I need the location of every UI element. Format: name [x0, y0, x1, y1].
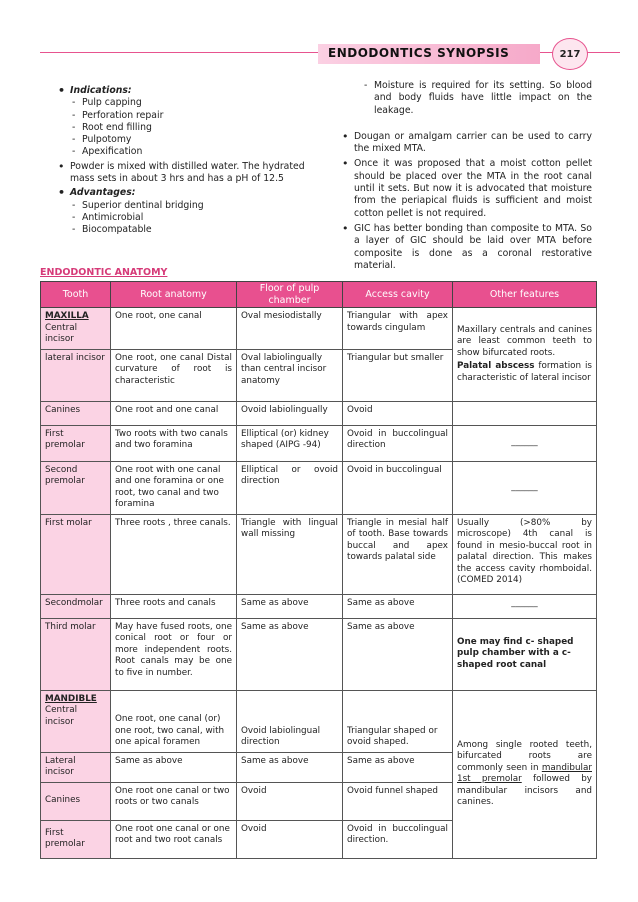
floor-cell: Same as above	[237, 618, 343, 690]
tooth-cell: Secondmolar	[41, 594, 111, 618]
powder-note: • Powder is mixed with distilled water. The hydrated mass sets in about 3 hrs and has a pH of 12.5	[56, 161, 314, 186]
list-item: - Root end filling	[70, 122, 314, 134]
floor-cell: Same as above	[237, 752, 343, 782]
root-cell: One root, one canal (or) one root, two canal, with one apical foramen	[111, 690, 237, 752]
left-column	[56, 85, 314, 237]
list-item: - Apexification	[70, 146, 314, 158]
tooth-cell: First premolar	[41, 425, 111, 461]
indications-list	[56, 97, 314, 158]
list-item: • Once it was proposed that a moist cotton pellet should be placed over the MTA in the root canal until it sets. But now it is advocated that moisture from the periapical fluids is sufficient and moist cotton pellet is not required.	[340, 158, 592, 219]
tooth-cell	[41, 308, 111, 350]
tooth-cell: Third molar	[41, 618, 111, 690]
column-header: Root anatomy	[111, 282, 237, 308]
list-item: - Antimicrobial	[70, 212, 314, 224]
access-cell: Same as above	[343, 752, 453, 782]
floor-cell: Oval labiolingually than central incisor anatomy	[237, 349, 343, 401]
root-cell: One root one canal or one root and two root canals	[111, 820, 237, 858]
tooth-cell: First molar	[41, 514, 111, 594]
column-header: Other features	[453, 282, 597, 308]
other-cell: ______	[453, 594, 597, 618]
floor-cell: Oval mesiodistally	[237, 308, 343, 350]
list-item: • Dougan or amalgam carrier can be used to carry the mixed MTA.	[340, 131, 592, 156]
mandible-note-start: Among single rooted teeth, bifurcated roots are commonly seen in	[457, 739, 592, 773]
palatal-abscess-rest: formation is characteristic of lateral incisor	[457, 361, 592, 383]
root-cell: Two roots with two canals and two foramina	[111, 425, 237, 461]
table-row	[41, 690, 597, 752]
other-cell: Usually (>80% by microscope) 4th canal is found in mesio-buccal root in palatal direction. This makes the access cavity rhomboidal. (COMED 2014)	[453, 514, 597, 594]
table-row	[41, 594, 597, 618]
access-cell: Triangular shaped or ovoid shaped.	[343, 690, 453, 752]
table-row	[41, 514, 597, 594]
root-cell: One root and one canal	[111, 401, 237, 425]
table-row	[41, 425, 597, 461]
root-cell: One root, one canal Distal curvature of root is characteristic	[111, 349, 237, 401]
root-cell: Same as above	[111, 752, 237, 782]
maxilla-incisor-note: Maxillary centrals and canines are least common teeth to show bifurcated roots.	[457, 324, 592, 358]
floor-cell: Elliptical or ovoid direction	[237, 461, 343, 514]
mandible-note-link: mandibular 1st premolar	[457, 762, 592, 784]
list-item: - Superior dentinal bridging	[70, 200, 314, 212]
moisture-note: - Moisture is required for its setting. So blood and body fluids have little impact on the leakage.	[362, 80, 592, 117]
access-cell: Same as above	[343, 618, 453, 690]
root-cell: One root with one canal and one foramina or one root, two canal and two foramina	[111, 461, 237, 514]
tooth-cell	[41, 690, 111, 752]
section-title: ENDODONTIC ANATOMY	[40, 267, 168, 278]
floor-cell: Same as above	[237, 594, 343, 618]
access-cell: Ovoid in buccolingual	[343, 461, 453, 514]
other-cell: One may find c- shaped pulp chamber with a c-shaped root canal	[453, 618, 597, 690]
floor-cell: Ovoid	[237, 782, 343, 820]
access-cell: Triangular with apex towards cingulam	[343, 308, 453, 350]
tooth-cell: First premolar	[41, 820, 111, 858]
other-cell	[453, 401, 597, 425]
floor-cell: Elliptical (or) kidney shaped (AIPG -94)	[237, 425, 343, 461]
root-cell: One root one canal or two roots or two canals	[111, 782, 237, 820]
list-item: - Pulpotomy	[70, 134, 314, 146]
list-item: • GIC has better bonding than composite to MTA. So a layer of GIC should be laid over MTA before composite is done as a coronal restorative material.	[340, 223, 592, 272]
other-cell: ______	[453, 461, 597, 514]
table-row	[41, 461, 597, 514]
other-cell	[453, 690, 597, 858]
root-cell: May have fused roots, one conical root or four or more independent roots. Root canals may be one to five in number.	[111, 618, 237, 690]
list-item: - Perforation repair	[70, 110, 314, 122]
group-label: MAXILLA	[45, 311, 89, 321]
column-header: Tooth	[41, 282, 111, 308]
column-header: Access cavity	[343, 282, 453, 308]
right-column	[340, 80, 592, 272]
tooth-name: Central incisor	[45, 705, 78, 727]
list-item: - Pulp capping	[70, 97, 314, 109]
access-cell: Triangle in mesial half of tooth. Base towards buccal and apex towards palatal side	[343, 514, 453, 594]
floor-cell: Ovoid labiolingual direction	[237, 690, 343, 752]
root-cell: One root, one canal	[111, 308, 237, 350]
table-row	[41, 401, 597, 425]
palatal-abscess-note	[457, 361, 592, 384]
access-cell: Ovoid in buccolingual direction	[343, 425, 453, 461]
tooth-cell: Lateral incisor	[41, 752, 111, 782]
table-header-row	[41, 282, 597, 308]
group-label: MANDIBLE	[45, 693, 97, 704]
access-cell: Ovoid in buccolingual direction.	[343, 820, 453, 858]
tooth-cell: Second premolar	[41, 461, 111, 514]
indications-heading: • Indications:	[56, 85, 314, 97]
column-header: Floor of pulp chamber	[237, 282, 343, 308]
floor-cell: Triangle with lingual wall missing	[237, 514, 343, 594]
floor-cell: Ovoid	[237, 820, 343, 858]
access-cell: Ovoid funnel shaped	[343, 782, 453, 820]
mandible-note-end: followed by mandibular incisors and canines.	[457, 774, 593, 807]
page-title: ENDODONTICS SYNOPSIS	[328, 46, 510, 60]
floor-cell: Ovoid labiolingually	[237, 401, 343, 425]
root-cell: Three roots and canals	[111, 594, 237, 618]
access-cell: Ovoid	[343, 401, 453, 425]
list-item: - Biocompatable	[70, 224, 314, 236]
tooth-cell: lateral incisor	[41, 349, 111, 401]
other-cell: ______	[453, 425, 597, 461]
palatal-abscess-term: Palatal abscess	[457, 361, 535, 371]
access-cell: Same as above	[343, 594, 453, 618]
tooth-cell: Canines	[41, 782, 111, 820]
tooth-cell: Canines	[41, 401, 111, 425]
tooth-name: Central incisor	[45, 322, 78, 344]
access-cell: Triangular but smaller	[343, 349, 453, 401]
root-cell: Three roots , three canals.	[111, 514, 237, 594]
page-number: 217	[552, 38, 588, 70]
advantages-list	[56, 200, 314, 237]
other-cell	[453, 308, 597, 402]
advantages-heading: • Advantages:	[56, 187, 314, 199]
table-row	[41, 618, 597, 690]
anatomy-table	[40, 281, 597, 859]
table-row	[41, 308, 597, 350]
